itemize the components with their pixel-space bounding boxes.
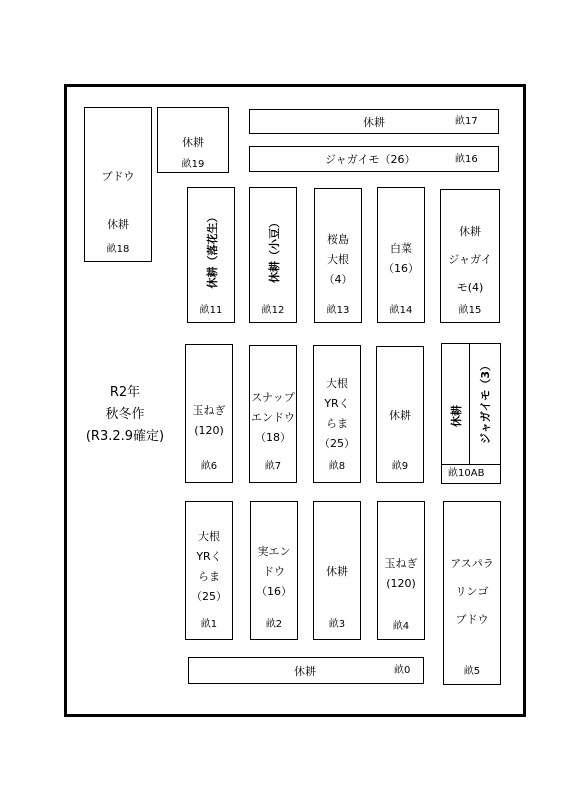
bed-2[interactable] xyxy=(250,501,298,640)
bed-11[interactable] xyxy=(187,187,235,323)
bed-10[interactable] xyxy=(441,343,501,484)
bed-6-line-2: (120) xyxy=(194,424,224,437)
season-confirmed-date: (R3.2.9確定) xyxy=(85,429,165,444)
bed-5[interactable] xyxy=(443,501,501,685)
bed-12-label: 休耕（小豆） xyxy=(268,217,281,283)
bed-14-number: 畝14 xyxy=(389,305,413,316)
season-year: R2年 xyxy=(109,385,141,400)
bed-5-line-3: ブドウ xyxy=(455,613,489,626)
bed-17-label: 休耕 xyxy=(363,116,385,129)
bed-2-line-3: （16） xyxy=(256,585,292,598)
bed-3-number: 畝3 xyxy=(328,619,346,630)
bed-8-line-2: YRく xyxy=(324,397,350,410)
bed-6[interactable] xyxy=(185,344,233,483)
bed-12[interactable] xyxy=(249,187,297,323)
bed-1-line-3: らま xyxy=(198,570,220,583)
bed-5-line-1: アスパラ xyxy=(450,557,494,570)
bed-15-line-3: モ(4) xyxy=(456,281,484,294)
bed-18-line-1: ブドウ xyxy=(101,170,135,183)
bed-6-number: 畝6 xyxy=(200,461,218,472)
bed-7-line-2: エンドウ xyxy=(251,411,295,424)
season-label xyxy=(82,382,168,448)
bed-14-line-1: 白菜 xyxy=(390,242,412,255)
bed-14[interactable] xyxy=(377,187,425,323)
bed-13-line-2: 大根 xyxy=(327,253,349,266)
bed-3[interactable] xyxy=(313,501,361,640)
bed-3-label: 休耕 xyxy=(326,565,348,578)
bed-8-line-4: （25） xyxy=(319,437,355,450)
bed-17-number: 畝17 xyxy=(455,116,478,127)
bed-6-line-1: 玉ねぎ xyxy=(192,404,226,417)
bed-8-line-3: らま xyxy=(326,417,348,430)
bed-10-bottom-line xyxy=(442,464,500,465)
bed-12-number: 畝12 xyxy=(261,305,285,316)
bed-10b-label: ジャガイモ（3） xyxy=(479,359,492,445)
bed-1-line-2: YRく xyxy=(196,550,222,563)
bed-5-number: 畝5 xyxy=(463,666,481,677)
bed-5-line-2: リンゴ xyxy=(455,585,489,598)
bed-11-label: 休耕（落花生） xyxy=(206,211,219,289)
bed-2-line-1: 実エン xyxy=(257,545,291,558)
bed-7-line-3: （18） xyxy=(255,431,291,444)
bed-15[interactable] xyxy=(440,189,500,323)
bed-17[interactable] xyxy=(249,109,499,134)
bed-11-number: 畝11 xyxy=(199,305,223,316)
bed-15-line-2: ジャガイ xyxy=(448,253,492,266)
bed-0[interactable] xyxy=(188,657,424,684)
bed-7-number: 畝7 xyxy=(264,461,282,472)
season-name: 秋冬作 xyxy=(105,407,145,422)
bed-13-line-3: （4） xyxy=(323,273,353,286)
bed-13-line-1: 桜島 xyxy=(327,233,349,246)
bed-18-number: 畝18 xyxy=(106,244,130,255)
bed-18[interactable] xyxy=(84,107,152,262)
bed-18-line-2: 休耕 xyxy=(107,218,129,231)
bed-2-number: 畝2 xyxy=(265,619,283,630)
bed-8[interactable] xyxy=(313,345,361,483)
bed-14-line-2: （16） xyxy=(383,262,419,275)
bed-9-label: 休耕 xyxy=(389,409,411,422)
bed-13-number: 畝13 xyxy=(326,305,350,316)
bed-7[interactable] xyxy=(249,345,297,483)
bed-8-number: 畝8 xyxy=(328,461,346,472)
bed-19[interactable] xyxy=(157,107,229,173)
bed-4-line-2: (120) xyxy=(386,577,416,590)
bed-9-number: 畝9 xyxy=(391,461,409,472)
bed-4-number: 畝4 xyxy=(392,621,410,632)
bed-16-label: ジャガイモ（26） xyxy=(325,153,416,166)
bed-4[interactable] xyxy=(377,501,425,640)
bed-15-line-1: 休耕 xyxy=(459,225,481,238)
bed-19-label: 休耕 xyxy=(182,136,204,149)
bed-9[interactable] xyxy=(376,346,424,483)
bed-4-line-1: 玉ねぎ xyxy=(384,557,418,570)
bed-1[interactable] xyxy=(185,501,233,640)
bed-0-number: 畝0 xyxy=(394,665,411,676)
bed-16-number: 畝16 xyxy=(455,154,478,165)
bed-8-line-1: 大根 xyxy=(326,377,348,390)
bed-0-label: 休耕 xyxy=(294,665,316,678)
bed-1-line-1: 大根 xyxy=(198,530,220,543)
bed-10a-label: 休耕 xyxy=(450,405,463,427)
bed-13[interactable] xyxy=(314,188,362,323)
bed-2-line-2: ドウ xyxy=(263,565,285,578)
bed-10-divider xyxy=(469,344,470,464)
bed-7-line-1: スナップ xyxy=(251,391,295,404)
bed-10-number: 畝10AB xyxy=(448,468,485,479)
bed-1-line-4: （25） xyxy=(191,590,227,603)
bed-16[interactable] xyxy=(249,146,499,172)
bed-15-number: 畝15 xyxy=(458,305,482,316)
bed-1-number: 畝1 xyxy=(200,619,218,630)
bed-19-number: 畝19 xyxy=(181,159,205,170)
